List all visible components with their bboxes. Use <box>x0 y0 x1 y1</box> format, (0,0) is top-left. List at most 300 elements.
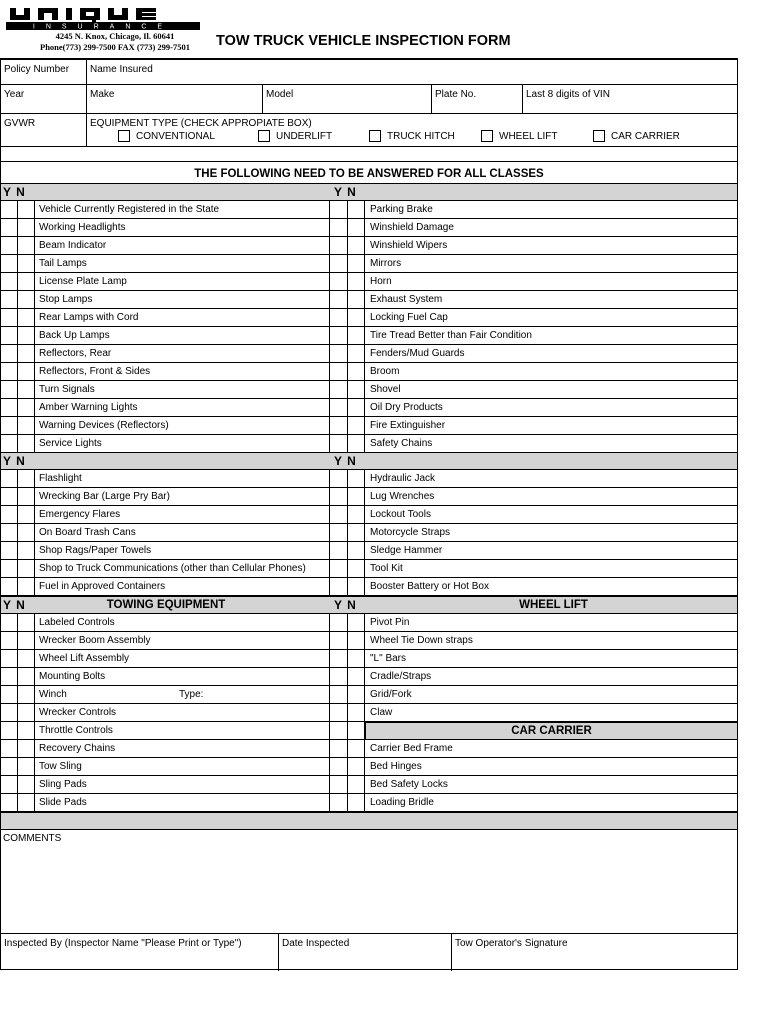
car-carrier-heading: CAR CARRIER <box>365 722 737 740</box>
no-box[interactable] <box>18 488 35 505</box>
make-label: Make <box>90 89 115 100</box>
item-label: Claw <box>370 707 393 718</box>
date-inspected-label: Date Inspected <box>282 938 350 949</box>
checklist-row <box>1 399 737 417</box>
no-box[interactable] <box>348 650 365 667</box>
column-divider <box>329 399 330 416</box>
item-label: Mirrors <box>370 258 402 269</box>
no-box[interactable] <box>18 722 35 739</box>
column-divider <box>329 219 330 236</box>
checklist-row <box>1 201 737 219</box>
item-label: Wrecker Controls <box>39 707 117 718</box>
no-box[interactable] <box>18 435 35 452</box>
column-divider <box>329 650 330 667</box>
yes-box[interactable] <box>331 650 348 667</box>
yes-box[interactable] <box>331 632 348 649</box>
no-box[interactable] <box>348 632 365 649</box>
item-label: Locking Fuel Cap <box>370 312 448 323</box>
item-label: Winch <box>39 689 67 700</box>
wheel-lift-heading: WHEEL LIFT <box>519 599 588 611</box>
item-label: "L" Bars <box>370 653 407 664</box>
signature-row <box>1 933 737 971</box>
no-box[interactable] <box>348 255 365 272</box>
item-label: Mounting Bolts <box>39 671 106 682</box>
yes-box[interactable] <box>1 560 18 577</box>
yes-box[interactable] <box>1 668 18 685</box>
item-label: Shovel <box>370 384 401 395</box>
item-label: Broom <box>370 366 400 377</box>
no-box[interactable] <box>18 668 35 685</box>
no-box[interactable] <box>348 237 365 254</box>
yes-box[interactable] <box>331 668 348 685</box>
item-label: Wrecker Boom Assembly <box>39 635 151 646</box>
no-box[interactable] <box>18 578 35 595</box>
no-box[interactable] <box>18 327 35 344</box>
no-box[interactable] <box>18 632 35 649</box>
yes-box[interactable] <box>1 470 18 487</box>
no-box[interactable] <box>348 435 365 452</box>
no-box[interactable] <box>18 524 35 541</box>
yes-box[interactable] <box>331 399 348 416</box>
yes-box[interactable] <box>1 488 18 505</box>
gvwr-field[interactable] <box>1 114 87 146</box>
column-divider <box>329 327 330 344</box>
yes-box[interactable] <box>331 273 348 290</box>
checklist-row <box>1 363 737 381</box>
yes-box[interactable] <box>331 219 348 236</box>
checklist-row <box>1 524 737 542</box>
yes-box[interactable] <box>1 273 18 290</box>
no-box[interactable] <box>348 704 365 721</box>
gvwr-label: GVWR <box>4 118 36 129</box>
yes-box[interactable] <box>1 435 18 452</box>
section-3-items <box>1 614 737 812</box>
yes-box[interactable] <box>331 578 348 595</box>
item-label: Wheel Lift Assembly <box>39 653 130 664</box>
checklist-row <box>1 506 737 524</box>
checklist-row <box>1 273 737 291</box>
checklist-row <box>1 237 737 255</box>
item-label: Cradle/Straps <box>370 671 432 682</box>
no-box[interactable] <box>18 740 35 757</box>
yn-label: Y N <box>334 598 357 612</box>
name-insured-label: Name Insured <box>90 64 153 75</box>
checklist-row <box>1 794 737 812</box>
no-box[interactable] <box>348 327 365 344</box>
no-box[interactable] <box>18 201 35 218</box>
no-box[interactable] <box>348 309 365 326</box>
yes-box[interactable] <box>331 255 348 272</box>
comments-divider <box>1 812 737 830</box>
yes-box[interactable] <box>1 704 18 721</box>
no-box[interactable] <box>18 345 35 362</box>
yn-label: Y N <box>334 185 357 199</box>
yes-box[interactable] <box>331 345 348 362</box>
item-label: Flashlight <box>39 473 82 484</box>
checklist-row <box>1 758 737 776</box>
name-insured-field[interactable] <box>87 60 737 84</box>
no-box[interactable] <box>18 776 35 793</box>
no-box[interactable] <box>18 417 35 434</box>
no-box[interactable] <box>18 542 35 559</box>
item-label: Turn Signals <box>39 384 95 395</box>
yes-box[interactable] <box>331 614 348 631</box>
column-divider <box>329 686 330 703</box>
item-label: Emergency Flares <box>39 509 121 520</box>
checkbox[interactable] <box>593 130 605 142</box>
item-label: Sledge Hammer <box>370 545 443 556</box>
yes-box[interactable] <box>331 309 348 326</box>
year-label: Year <box>4 89 25 100</box>
policy-row <box>1 60 737 85</box>
section-2-items <box>1 470 737 596</box>
no-box[interactable] <box>348 273 365 290</box>
yes-box[interactable] <box>1 399 18 416</box>
no-box[interactable] <box>348 740 365 757</box>
policy-number-field[interactable] <box>1 60 87 84</box>
no-box[interactable] <box>18 219 35 236</box>
yes-box[interactable] <box>1 237 18 254</box>
yn-label: Y N <box>3 598 26 612</box>
item-label: Horn <box>370 276 392 287</box>
item-label: Tow Sling <box>39 761 82 772</box>
item-label: Sling Pads <box>39 779 87 790</box>
item-label: Booster Battery or Hot Box <box>370 581 489 592</box>
item-label: Shop to Truck Communications (other than Cellular Phones) <box>39 563 306 574</box>
section-title: THE FOLLOWING NEED TO BE ANSWERED FOR ALL CLASSES <box>194 168 544 180</box>
vin-label: Last 8 digits of VIN <box>526 89 610 100</box>
no-box[interactable] <box>18 560 35 577</box>
column-divider <box>329 632 330 649</box>
company-phone: Phone(773) 299-7500 FAX (773) 299-7501 <box>40 42 190 52</box>
no-box[interactable] <box>348 794 365 811</box>
no-box[interactable] <box>18 506 35 523</box>
item-label: Safety Chains <box>370 438 433 449</box>
checkbox[interactable] <box>481 130 493 142</box>
yes-box[interactable] <box>1 758 18 775</box>
inspection-form <box>0 58 738 970</box>
column-divider <box>329 794 330 811</box>
no-box[interactable] <box>348 345 365 362</box>
checklist-row <box>1 381 737 399</box>
no-box[interactable] <box>348 686 365 703</box>
yes-box[interactable] <box>1 255 18 272</box>
inspected-by-field[interactable] <box>1 934 279 971</box>
column-divider <box>329 488 330 505</box>
item-label: Reflectors, Front & Sides <box>39 366 151 377</box>
item-label: Lockout Tools <box>370 509 431 520</box>
company-logo <box>6 8 200 30</box>
yes-box[interactable] <box>1 542 18 559</box>
checklist-row <box>1 345 737 363</box>
item-label: Stop Lamps <box>39 294 93 305</box>
equipment-type-options <box>118 130 680 142</box>
yes-box[interactable] <box>331 488 348 505</box>
column-divider <box>329 255 330 272</box>
signature-field[interactable] <box>452 934 737 971</box>
no-box[interactable] <box>348 470 365 487</box>
no-box[interactable] <box>348 399 365 416</box>
yes-box[interactable] <box>331 201 348 218</box>
checklist-row <box>1 291 737 309</box>
column-divider <box>329 237 330 254</box>
item-label: On Board Trash Cans <box>39 527 136 538</box>
no-box[interactable] <box>18 704 35 721</box>
column-divider <box>329 542 330 559</box>
yes-box[interactable] <box>331 291 348 308</box>
yes-box[interactable] <box>1 650 18 667</box>
yn-header-1 <box>1 183 737 201</box>
item-label: Amber Warning Lights <box>39 402 138 413</box>
no-box[interactable] <box>18 470 35 487</box>
no-box[interactable] <box>348 417 365 434</box>
no-box[interactable] <box>348 614 365 631</box>
column-divider <box>329 273 330 290</box>
yes-box[interactable] <box>331 794 348 811</box>
no-box[interactable] <box>18 381 35 398</box>
no-box[interactable] <box>348 668 365 685</box>
item-label: Pivot Pin <box>370 617 410 628</box>
item-label: Fire Extinguisher <box>370 420 446 431</box>
vehicle-row <box>1 85 737 114</box>
checklist-row <box>1 219 737 237</box>
item-label: Back Up Lamps <box>39 330 110 341</box>
yes-box[interactable] <box>1 417 18 434</box>
item-label: Tail Lamps <box>39 258 87 269</box>
item-label: License Plate Lamp <box>39 276 127 287</box>
logo-subtitle: INSURANCE <box>32 23 174 30</box>
checkbox[interactable] <box>369 130 381 142</box>
equipment-type-label: EQUIPMENT TYPE (CHECK APPROPIATE BOX) <box>90 118 312 129</box>
no-box[interactable] <box>348 758 365 775</box>
yes-box[interactable] <box>1 632 18 649</box>
column-divider <box>329 578 330 595</box>
yn-label: Y N <box>3 454 26 468</box>
item-label: Vehicle Currently Registered in the State <box>39 204 220 215</box>
no-box[interactable] <box>348 524 365 541</box>
column-divider <box>329 704 330 721</box>
column-divider <box>329 668 330 685</box>
yes-box[interactable] <box>331 722 348 739</box>
item-label: Fenders/Mud Guards <box>370 348 465 359</box>
no-box[interactable] <box>18 399 35 416</box>
spacer-row <box>1 147 737 162</box>
checklist-row <box>1 578 737 596</box>
item-label: Tool Kit <box>370 563 403 574</box>
no-box[interactable] <box>348 776 365 793</box>
yes-box[interactable] <box>331 560 348 577</box>
column-divider <box>329 435 330 452</box>
yes-box[interactable] <box>1 381 18 398</box>
column-divider <box>329 309 330 326</box>
no-box[interactable] <box>18 614 35 631</box>
plate-field[interactable] <box>432 85 523 113</box>
yes-box[interactable] <box>331 758 348 775</box>
no-box[interactable] <box>348 542 365 559</box>
yes-box[interactable] <box>1 309 18 326</box>
item-label: Throttle Controls <box>39 725 113 736</box>
comments-area[interactable] <box>1 830 737 933</box>
no-box[interactable] <box>18 650 35 667</box>
checklist-row <box>1 650 737 668</box>
section-1-items <box>1 201 737 453</box>
yes-box[interactable] <box>331 542 348 559</box>
yes-box[interactable] <box>331 776 348 793</box>
plate-label: Plate No. <box>435 89 477 100</box>
yes-box[interactable] <box>1 686 18 703</box>
yes-box[interactable] <box>1 291 18 308</box>
no-box[interactable] <box>18 686 35 703</box>
yes-box[interactable] <box>1 363 18 380</box>
checklist-row <box>1 668 737 686</box>
yes-box[interactable] <box>331 237 348 254</box>
checklist-row <box>1 470 737 488</box>
option-underlift[interactable]: UNDERLIFT <box>258 130 369 142</box>
no-box[interactable] <box>18 363 35 380</box>
item-label: Winshield Damage <box>370 222 454 233</box>
no-box[interactable] <box>18 291 35 308</box>
yes-box[interactable] <box>331 686 348 703</box>
yes-box[interactable] <box>331 327 348 344</box>
no-box[interactable] <box>348 578 365 595</box>
signature-label: Tow Operator's Signature <box>455 938 568 949</box>
item-label: Bed Safety Locks <box>370 779 448 790</box>
yes-box[interactable] <box>331 363 348 380</box>
checklist-row <box>1 542 737 560</box>
column-divider <box>329 201 330 218</box>
checkbox[interactable] <box>258 130 270 142</box>
item-label: Motorcycle Straps <box>370 527 451 538</box>
yes-box[interactable] <box>1 345 18 362</box>
option-wheel-lift[interactable]: WHEEL LIFT <box>481 130 593 142</box>
item-label: Wheel Tie Down straps <box>370 635 473 646</box>
item-label: Fuel in Approved Containers <box>39 581 166 592</box>
column-divider <box>329 470 330 487</box>
column-divider <box>329 291 330 308</box>
date-inspected-field[interactable] <box>279 934 452 971</box>
model-label: Model <box>266 89 294 100</box>
no-box[interactable] <box>348 201 365 218</box>
inspected-by-label: Inspected By (Inspector Name "Please Print or Type") <box>4 938 242 949</box>
no-box[interactable] <box>18 237 35 254</box>
checklist-row <box>1 309 737 327</box>
checkbox[interactable] <box>118 130 130 142</box>
no-box[interactable] <box>348 219 365 236</box>
yn-label: Y N <box>334 454 357 468</box>
company-address: 4245 N. Knox, Chicago, Il. 60641 <box>55 31 175 41</box>
make-field[interactable] <box>87 85 263 113</box>
no-box[interactable] <box>348 488 365 505</box>
item-label: Oil Dry Products <box>370 402 443 413</box>
item-label: Labeled Controls <box>39 617 115 628</box>
item-label: Hydraulic Jack <box>370 473 436 484</box>
form-title: TOW TRUCK VEHICLE INSPECTION FORM <box>216 33 511 49</box>
item-label: Carrier Bed Frame <box>370 743 453 754</box>
yes-box[interactable] <box>331 381 348 398</box>
yes-box[interactable] <box>1 776 18 793</box>
no-box[interactable] <box>348 506 365 523</box>
option-conventional[interactable]: CONVENTIONAL <box>118 130 258 142</box>
column-divider <box>329 506 330 523</box>
no-box[interactable] <box>348 560 365 577</box>
vin-field[interactable] <box>523 85 737 113</box>
yes-box[interactable] <box>1 614 18 631</box>
yes-box[interactable] <box>331 524 348 541</box>
column-divider <box>329 417 330 434</box>
column-divider <box>329 560 330 577</box>
policy-number-label: Policy Number <box>4 64 70 75</box>
item-label: Loading Bridle <box>370 797 434 808</box>
no-box[interactable] <box>348 363 365 380</box>
column-divider <box>329 363 330 380</box>
yes-box[interactable] <box>1 794 18 811</box>
item-label: Grid/Fork <box>370 689 412 700</box>
yes-box[interactable] <box>331 506 348 523</box>
no-box[interactable] <box>18 273 35 290</box>
item-label: Warning Devices (Reflectors) <box>39 420 169 431</box>
checklist-row <box>1 417 737 435</box>
yes-box[interactable] <box>331 740 348 757</box>
option-truck-hitch[interactable]: TRUCK HITCH <box>369 130 481 142</box>
yes-box[interactable] <box>1 722 18 739</box>
year-field[interactable] <box>1 85 87 113</box>
yes-box[interactable] <box>1 740 18 757</box>
no-box[interactable] <box>348 291 365 308</box>
item-label: Recovery Chains <box>39 743 116 754</box>
column-divider <box>329 524 330 541</box>
item-label: Exhaust System <box>370 294 443 305</box>
item-label: Shop Rags/Paper Towels <box>39 545 152 556</box>
column-divider <box>329 345 330 362</box>
checklist-row <box>1 560 737 578</box>
no-box[interactable] <box>18 758 35 775</box>
yes-box[interactable] <box>331 704 348 721</box>
checklist-row <box>1 704 737 722</box>
no-box[interactable] <box>348 381 365 398</box>
item-label: Tire Tread Better than Fair Condition <box>370 330 532 341</box>
yes-box[interactable] <box>1 201 18 218</box>
item-label: Lug Wrenches <box>370 491 435 502</box>
company-contact <box>30 31 200 53</box>
column-divider <box>329 740 330 757</box>
column-divider <box>329 776 330 793</box>
option-car-carrier[interactable]: CAR CARRIER <box>593 130 680 142</box>
yes-box[interactable] <box>1 578 18 595</box>
item-label: Parking Brake <box>370 204 433 215</box>
item-label: Slide Pads <box>39 797 87 808</box>
no-box[interactable] <box>18 255 35 272</box>
no-box[interactable] <box>18 309 35 326</box>
checklist-row <box>1 740 737 758</box>
yes-box[interactable] <box>1 524 18 541</box>
column-divider <box>329 722 330 739</box>
yes-box[interactable] <box>1 219 18 236</box>
yes-box[interactable] <box>1 506 18 523</box>
checklist-row <box>1 632 737 650</box>
model-field[interactable] <box>263 85 432 113</box>
column-divider <box>329 381 330 398</box>
yes-box[interactable] <box>331 435 348 452</box>
checklist-row <box>1 686 737 704</box>
checklist-row <box>1 488 737 506</box>
no-box[interactable] <box>18 794 35 811</box>
checklist-row <box>1 435 737 453</box>
yes-box[interactable] <box>331 470 348 487</box>
checklist-row <box>1 614 737 632</box>
yes-box[interactable] <box>1 327 18 344</box>
yes-box[interactable] <box>331 417 348 434</box>
no-box[interactable] <box>348 722 365 739</box>
